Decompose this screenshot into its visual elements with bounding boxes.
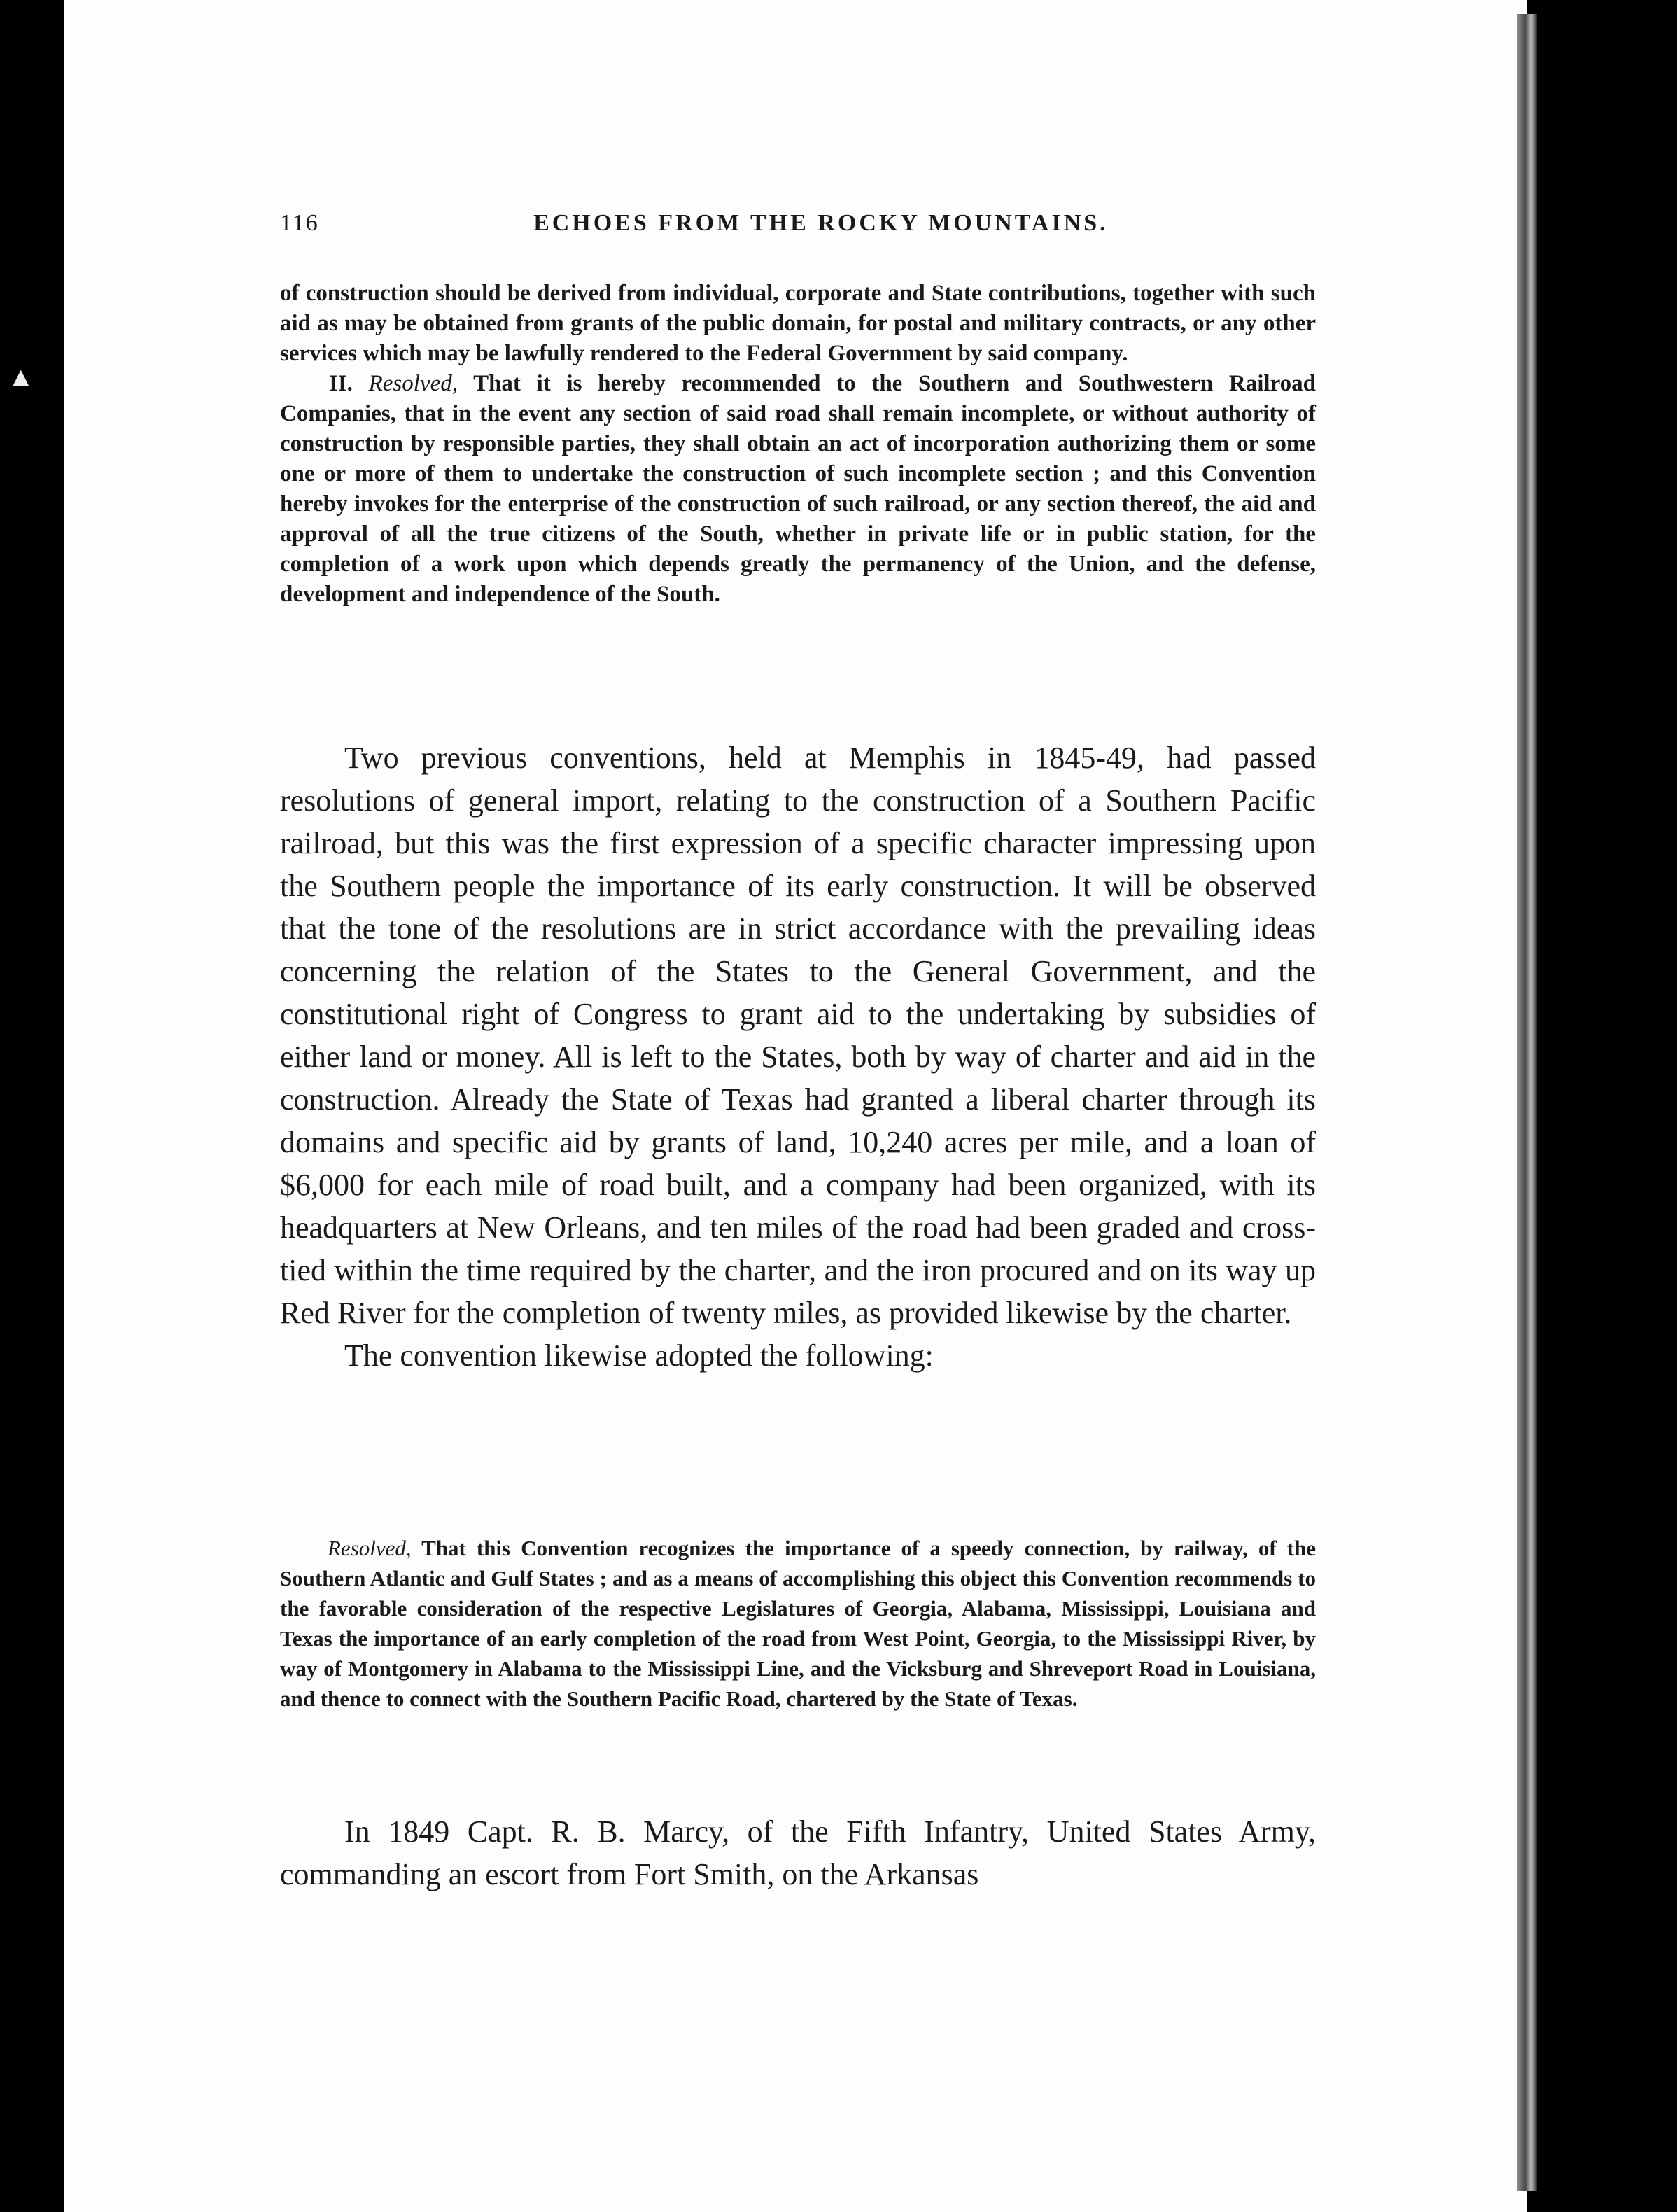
closing-text xyxy=(280,1810,1316,1896)
scan-border xyxy=(1537,0,1677,2212)
running-title: ECHOES FROM THE ROCKY MOUNTAINS. xyxy=(533,210,1109,236)
resolution-item-text: That it is hereby recommended to the Southern and Southwestern Railroad Companies, that in the event any section of said road shall remain incomplete, or without authority of construction by responsible parties, they shall obtain an act of incorporation authorizing them or some one or more of them to undertake the construction of such incomplete section ; and this Convention hereby invokes for the enterprise of the construction of such railroad, or any section thereof, the aid and approval of all the true citizens of the South, whether in private life or in public station, for the completion of a work upon which depends greatly the permanency of the Union, and the defense, development and independence of the South. xyxy=(280,371,1317,607)
page-edge xyxy=(1517,14,1537,2191)
resolution-block xyxy=(280,279,1316,610)
body-paragraph-1: Two previous conventions, held at Memphis in 1845-49, had passed resolutions of general import, relating to the construction of a Southern Pacific railroad, but this was the first expression of a specific character impressing upon the Southern people the importance of its early construction. It will be observed that the tone of the resolutions are in strict accordance with the prevailing ideas concerning the relation of the States to the General Government, and the constitutional right of Congress to grant aid to the undertaking by subsidies of either land or money. All is left to the States, both by way of charter and aid in the construction. Already the State of Texas had granted a liberal charter through its domains and specific aid by grants of land, 10,240 acres per mile, and a loan of $6,000 for each mile of road built, and a company had been organized, with its headquarters at New Orleans, and ten miles of the road had been graded and cross-tied within the time required by the charter, and the iron procured and on its way up Red River for the completion of twenty miles, as provided likewise by the charter. xyxy=(280,741,1316,1330)
body-paragraph-2: The convention likewise adopted the following: xyxy=(344,1338,934,1373)
resolution-item-lead: Resolved, xyxy=(368,371,458,396)
resolution-item-number: II. xyxy=(329,371,353,396)
second-resolution-paragraph xyxy=(280,1533,1316,1714)
resolution-continuation: of construction should be derived from individual, corporate and State contributions, together with such aid as may be obtained from grants of the public domain, for postal and military contracts, or any other services which may be lawfully rendered to the Federal Government by said company. xyxy=(280,281,1316,366)
second-resolution-text: That this Convention recognizes the importance of a speedy connection, by railway, of the Southern Atlantic and Gulf States ; and as a means of accomplishing this object this Convention recommends to the favorable consideration of the respective Legislatures of Georgia, Alabama, Mississippi, Louisiana and Texas the importance of an early completion of the road from West Point, Georgia, to the Mississippi River, by way of Montgomery in Alabama to the Mississippi Line, and the Vicksburg and Shreveport Road in Louisiana, and thence to connect with the Southern Pacific Road, chartered by the State of Texas. xyxy=(280,1536,1316,1711)
resolution-item xyxy=(280,369,1316,610)
scanner-mark-icon: ▲ xyxy=(7,361,35,393)
page-number: 116 xyxy=(280,210,319,236)
body-text xyxy=(280,736,1316,1377)
second-resolution xyxy=(280,1533,1316,1714)
page-header xyxy=(280,210,1323,237)
second-resolution-lead: Resolved, xyxy=(328,1536,412,1560)
body-paragraph-3: In 1849 Capt. R. B. Marcy, of the Fifth Infantry, United States Army, commanding an escort from Fort Smith, on the Arkansas xyxy=(280,1814,1316,1891)
